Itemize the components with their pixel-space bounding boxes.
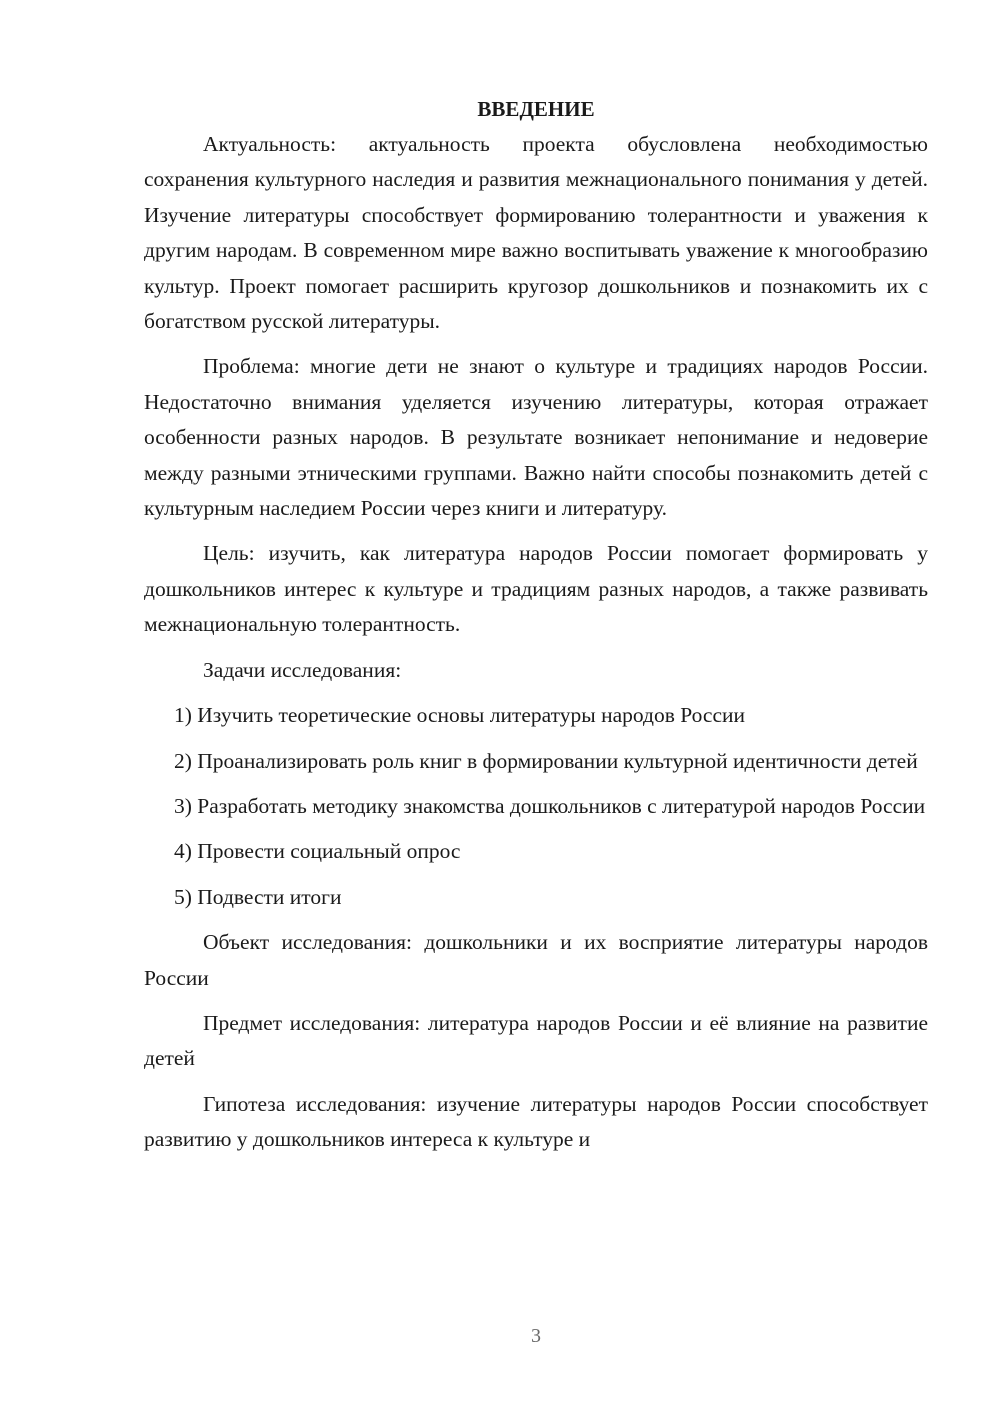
paragraph-tasks-heading: Задачи исследования: <box>203 657 402 682</box>
task-item-4: 4) Провести социальный опрос <box>174 839 461 864</box>
task-item-5: 5) Подвести итоги <box>174 884 342 909</box>
task-item-3: 3) Разработать методику знакомства дошкольников с литературой народов России <box>174 793 926 818</box>
page-number: 3 <box>531 1325 541 1347</box>
paragraph-relevance: Актуальность: актуальность проекта обусловлена необходимостью сохранения культурного наследия и развития межнационального понимания у детей. Изучение литературы способствует формированию толерантности и уважения к другим народам. В современном мире важно воспитывать уважение к многообразию культур. Проект помогает расширить кругозор дошкольников и познакомить их с богатством русской литературы. <box>144 132 928 334</box>
paragraph-subject: Предмет исследования: литература народов России и её влияние на развитие детей <box>144 1010 928 1071</box>
task-item-1: 1) Изучить теоретические основы литературы народов России <box>174 703 746 728</box>
paragraph-problem: Проблема: многие дети не знают о культуре и традициях народов России. Недостаточно внимания уделяется изучению литературы, которая отражает особенности разных народов. В результате возникает непонимание и недоверие между разными этническими группами. Важно найти способы познакомить детей с культурным наследием России через книги и литературу. <box>144 354 928 521</box>
document-page <box>144 92 928 1168</box>
task-item-2: 2) Проанализировать роль книг в формировании культурной идентичности детей <box>174 748 918 773</box>
paragraph-goal: Цель: изучить, как литература народов России помогает формировать у дошкольников интерес к культуре и традициям разных народов, а также развивать межнациональную толерантность. <box>144 541 928 637</box>
paragraph-object: Объект исследования: дошкольники и их восприятие литературы народов России <box>144 930 928 990</box>
document-title: ВВЕДЕНИЕ <box>477 97 595 121</box>
paragraph-hypothesis: Гипотеза исследования: изучение литературы народов России способствует развитию у дошкольников интереса к культуре и <box>144 1091 928 1152</box>
